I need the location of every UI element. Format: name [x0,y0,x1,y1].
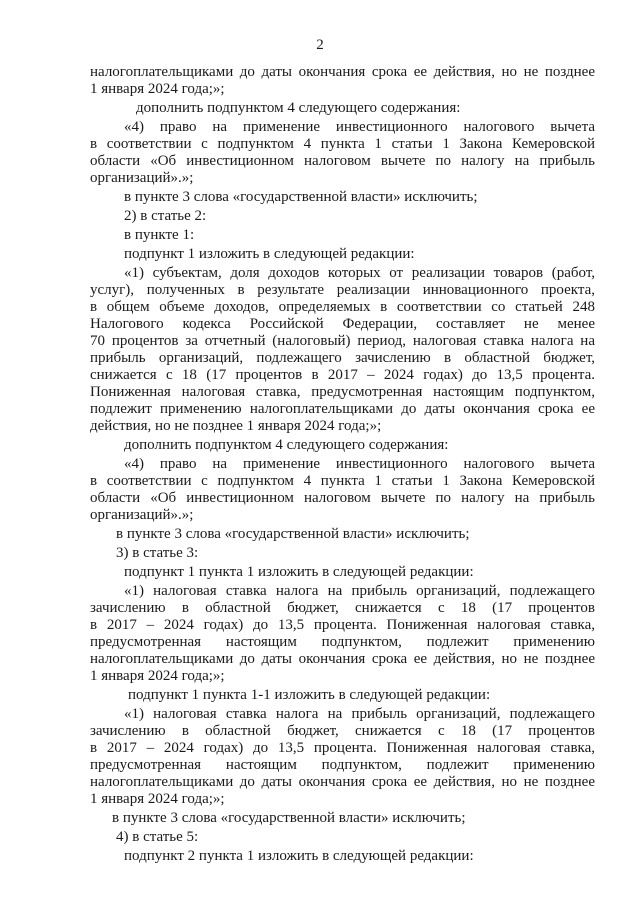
text-line: в общем объеме доходов, определяемых в соответствии со статьей 248 [90,299,595,315]
text-line: организаций».»; [90,507,194,523]
text-line: подпункт 1 пункта 1-1 изложить в следующей редакции: [128,687,491,703]
text-line: организаций».»; [90,170,194,186]
text-line: области «Об инвестиционном налоговом вычете по налогу на прибыль [90,153,595,169]
text-line: в соответствии с подпунктом 4 пункта 1 статьи 1 Закона Кемеровской [90,473,595,489]
text-line: в соответствии с подпунктом 4 пункта 1 статьи 1 Закона Кемеровской [90,136,595,152]
text-line: «4) право на применение инвестиционного налогового вычета [124,119,595,135]
text-line: 3) в статье 3: [116,545,199,561]
text-line: действия, но не позднее 1 января 2024 года;»; [90,418,382,434]
text-line: «1) субъектам, доля доходов которых от реализации товаров (работ, [124,265,595,281]
text-line: услуг), полученных в результате реализации инновационного проекта, [90,282,595,298]
text-line: в пункте 1: [124,227,195,243]
text-line: «4) право на применение инвестиционного налогового вычета [124,456,595,472]
text-line: 1 января 2024 года;»; [90,791,225,807]
document-body [90,64,595,865]
text-line: налогоплательщиками до даты окончания срока ее действия, но не позднее [90,774,595,790]
text-line: Налогового кодекса Российской Федерации, составляет не менее [90,316,595,332]
text-line: дополнить подпунктом 4 следующего содержания: [136,100,461,116]
text-line: 4) в статье 5: [116,829,199,845]
text-line: предусмотренная настоящим подпунктом, подлежит применению [90,634,595,650]
text-line: 1 января 2024 года;»; [90,668,225,684]
text-line: зачислению в областной бюджет, снижается с 18 (17 процентов [90,600,595,616]
text-line: в пункте 3 слова «государственной власти» исключить; [112,810,466,826]
text-line: предусмотренная настоящим подпунктом, подлежит применению [90,757,595,773]
text-line: в пункте 3 слова «государственной власти» исключить; [124,189,478,205]
text-line: в пункте 3 слова «государственной власти» исключить; [116,526,470,542]
text-line: 70 процентов за отчетный (налоговый) период, налоговая ставка налога на [90,333,595,349]
text-line: 2) в статье 2: [124,208,207,224]
text-line: «1) налоговая ставка налога на прибыль организаций, подлежащего [124,706,595,722]
page-number: 2 [316,37,324,53]
text-line: в 2017 – 2024 годах) до 13,5 процента. Пониженная налоговая ставка, [90,740,595,756]
text-line: подлежит применению налогоплательщиками до даты окончания срока ее [90,401,595,417]
text-line: «1) налоговая ставка налога на прибыль организаций, подлежащего [124,583,595,599]
text-line: области «Об инвестиционном налоговом вычете по налогу на прибыль [90,490,595,506]
text-line: налогоплательщиками до даты окончания срока ее действия, но не позднее [90,64,595,80]
text-line: дополнить подпунктом 4 следующего содержания: [124,437,449,453]
text-line: подпункт 1 пункта 1 изложить в следующей редакции: [124,564,474,580]
text-line: снижается с 18 (17 процентов в 2017 – 2024 годах) до 13,5 процента. [90,367,595,383]
text-line: подпункт 1 изложить в следующей редакции: [124,246,415,262]
text-line: 1 января 2024 года;»; [90,81,225,97]
text-line: налогоплательщиками до даты окончания срока ее действия, но не позднее [90,651,595,667]
text-line: в 2017 – 2024 годах) до 13,5 процента. Пониженная налоговая ставка, [90,617,595,633]
text-line: зачислению в областной бюджет, снижается с 18 (17 процентов [90,723,595,739]
text-line: Пониженная налоговая ставка, предусмотренная настоящим подпунктом, [90,384,595,400]
text-line: подпункт 2 пункта 1 изложить в следующей редакции: [124,848,474,864]
text-line: прибыль организаций, подлежащего зачислению в областной бюджет, [90,350,595,366]
